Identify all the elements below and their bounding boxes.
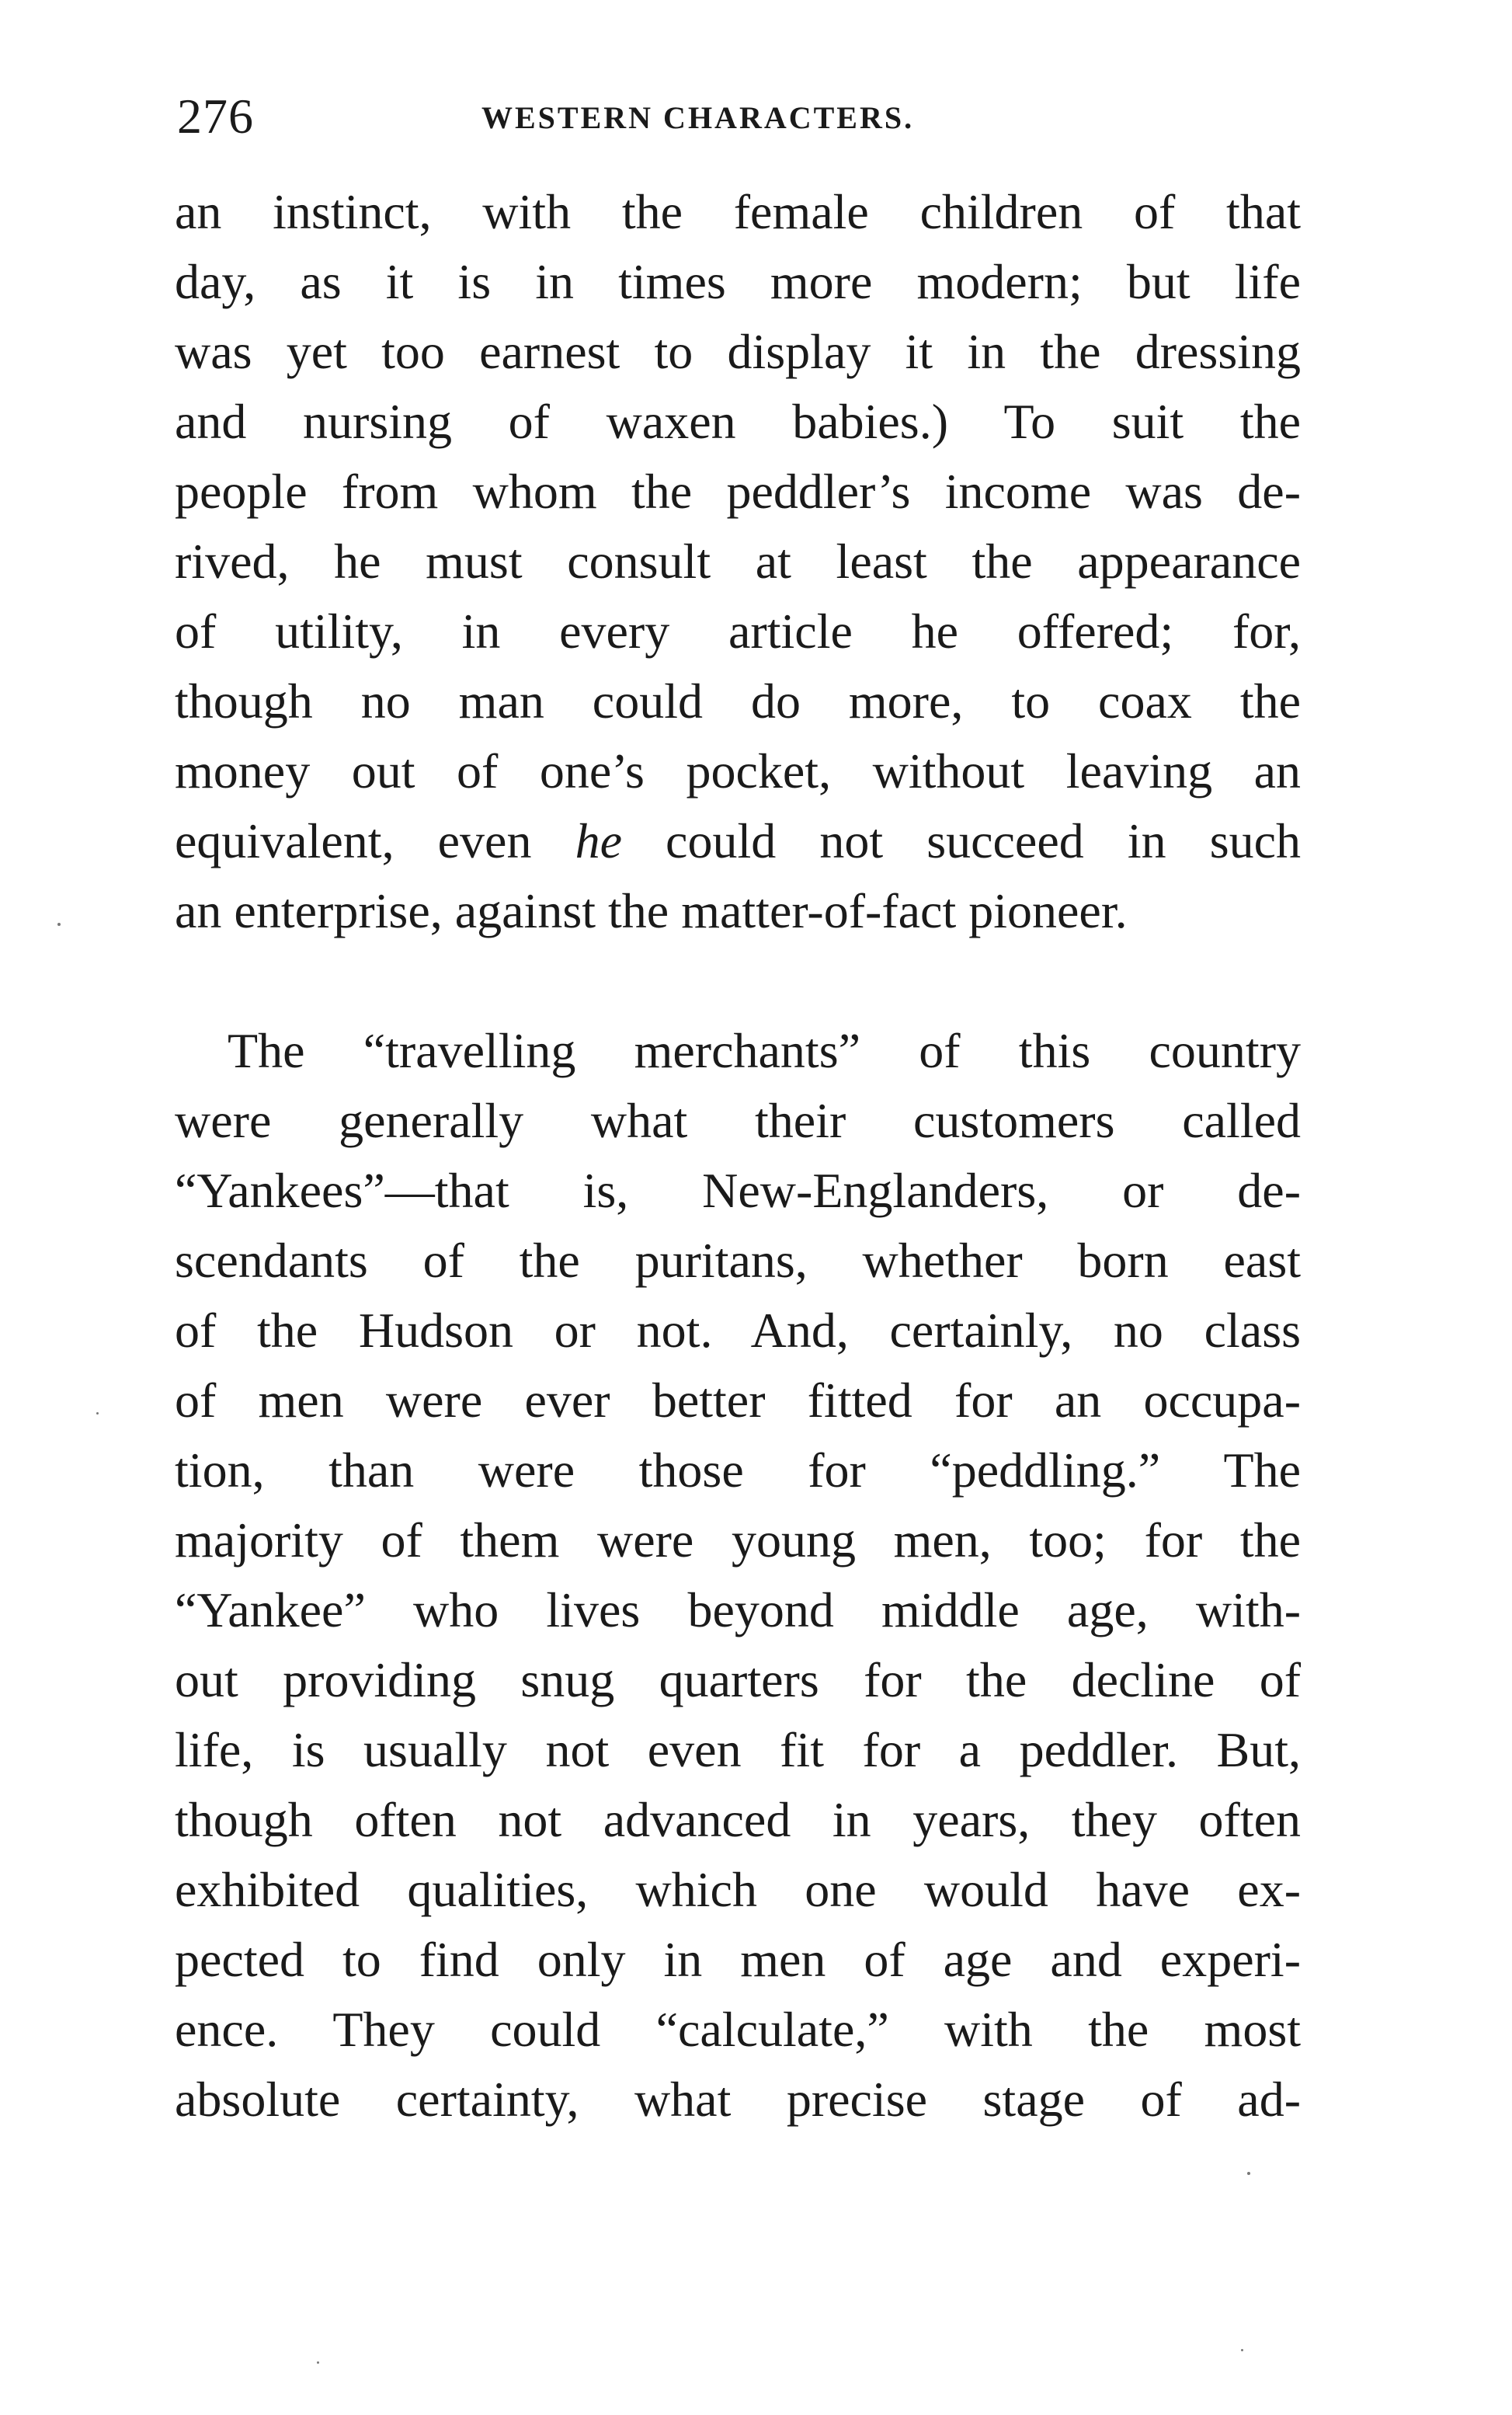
text-line: ence. They could “calculate,” with the most — [175, 2002, 1301, 2057]
text-line: rived, he must consult at least the appearance — [175, 534, 1301, 589]
text-line: pected to find only in men of age and experi- — [175, 1932, 1301, 1987]
scan-speck — [1241, 2349, 1243, 2351]
scan-speck — [317, 2361, 319, 2364]
scan-speck — [57, 923, 61, 926]
text-line: of utility, in every article he offered; for, — [175, 604, 1301, 659]
text-line: money out of one’s pocket, without leaving an — [175, 743, 1301, 799]
text-line: majority of them were young men, too; for the — [175, 1512, 1301, 1568]
text-line: day, as it is in times more modern; but life — [175, 254, 1301, 309]
text-line: and nursing of waxen babies.) To suit the — [175, 394, 1301, 449]
text-line: was yet too earnest to display it in the dressing — [175, 324, 1301, 379]
text-line: of men were ever better fitted for an occupa- — [175, 1373, 1301, 1428]
paragraph-2 — [175, 1016, 1301, 2135]
text-line-with-italic — [175, 806, 1301, 876]
text-line: “Yankees”—that is, New-Englanders, or de- — [175, 1163, 1301, 1218]
text-line: exhibited qualities, which one would have ex- — [175, 1862, 1301, 1917]
text-line: tion, than were those for “peddling.” The — [175, 1442, 1301, 1498]
text-line: though often not advanced in years, they often — [175, 1792, 1301, 1847]
text-line: life, is usually not even fit for a peddler. But, — [175, 1722, 1301, 1777]
page-number: 276 — [177, 89, 254, 144]
text-line: an instinct, with the female children of that — [175, 184, 1301, 239]
text-line: though no man could do more, to coax the — [175, 673, 1301, 729]
scan-speck — [1247, 2172, 1250, 2175]
text-fragment: could not succeed in such — [621, 813, 1302, 868]
running-title: WESTERN CHARACTERS. — [481, 100, 915, 135]
text-line: were generally what their customers called — [175, 1093, 1301, 1148]
text-fragment: equivalent, even — [175, 813, 575, 868]
text-line: people from whom the peddler’s income was de- — [175, 464, 1301, 519]
text-line: out providing snug quarters for the decline of — [175, 1652, 1301, 1707]
text-line: scendants of the puritans, whether born east — [175, 1233, 1301, 1288]
text-line: of the Hudson or not. And, certainly, no class — [175, 1303, 1301, 1358]
text-line: absolute certainty, what precise stage of ad- — [175, 2072, 1301, 2127]
scan-speck — [96, 1412, 99, 1415]
italic-word: he — [575, 813, 622, 868]
text-line: an enterprise, against the matter-of-fact pioneer. — [175, 883, 1128, 938]
paragraph-1 — [175, 177, 1301, 946]
text-line: The “travelling merchants” of this country — [228, 1023, 1301, 1078]
text-line: “Yankee” who lives beyond middle age, with- — [175, 1582, 1301, 1637]
